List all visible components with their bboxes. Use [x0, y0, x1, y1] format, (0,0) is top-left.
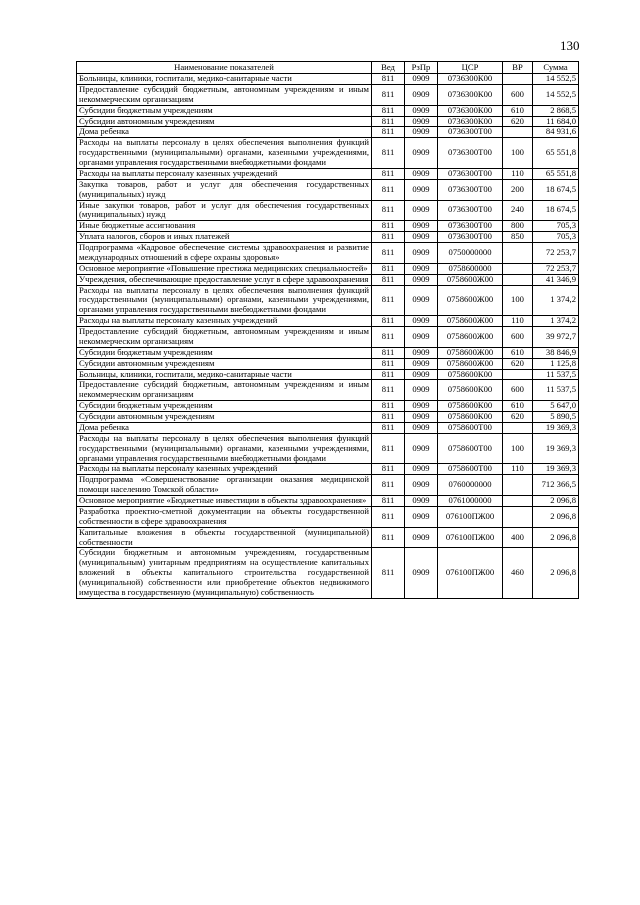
row-rzpr-cell: 0909 — [405, 84, 438, 105]
row-name-cell: Расходы на выплаты персоналу в целях обеспечения выполнения функций государственными (муниципальными) органами, казенными учреждениями, органами управления государственными внебюджетными фондами — [77, 433, 372, 464]
row-vr-cell — [503, 243, 533, 264]
row-csr-cell: 0758600К00 — [438, 380, 503, 401]
row-csr-cell: 0736300Т00 — [438, 138, 503, 169]
row-ved-cell: 811 — [372, 475, 405, 496]
row-name-cell: Разработка проектно-сметной документации на объекты государственной собственности в сфере здравоохранения — [77, 506, 372, 527]
row-sum-cell: 19 369,3 — [533, 464, 579, 475]
row-csr-cell: 0758600Ж00 — [438, 347, 503, 358]
row-name-cell: Подпрограмма «Совершенствование организации оказания медицинской помощи населению Томской области» — [77, 475, 372, 496]
row-vr-cell: 100 — [503, 285, 533, 316]
row-vr-cell — [503, 274, 533, 285]
row-vr-cell — [503, 475, 533, 496]
row-csr-cell: 0736300К00 — [438, 105, 503, 116]
row-rzpr-cell: 0909 — [405, 105, 438, 116]
table-body — [77, 74, 579, 599]
table-row — [77, 527, 579, 548]
row-sum-cell: 84 931,6 — [533, 127, 579, 138]
row-name-cell: Расходы на выплаты персоналу казенных учреждений — [77, 464, 372, 475]
row-name-cell: Субсидии автономным учреждениям — [77, 358, 372, 369]
row-ved-cell: 811 — [372, 84, 405, 105]
row-rzpr-cell: 0909 — [405, 369, 438, 380]
row-name-cell: Предоставление субсидий бюджетным, автономным учреждениям и иным некоммерческим организациям — [77, 327, 372, 348]
row-csr-cell: 0758600000 — [438, 263, 503, 274]
row-ved-cell: 811 — [372, 422, 405, 433]
row-sum-cell: 72 253,7 — [533, 243, 579, 264]
row-name-cell: Субсидии бюджетным учреждениям — [77, 105, 372, 116]
row-name-cell: Субсидии бюджетным и автономным учреждениям, государственным (муниципальным) унитарным предприятиям на осуществление капитальных вложений в объекты капитального строительства государственной (муниципальной) собственности или приобретение объектов недвижимого имущества в государственную (муниципальную) собственность — [77, 548, 372, 598]
row-csr-cell: 0758600Ж00 — [438, 327, 503, 348]
table-row — [77, 84, 579, 105]
table-row — [77, 412, 579, 423]
table-row — [77, 358, 579, 369]
row-sum-cell: 65 551,8 — [533, 138, 579, 169]
row-ved-cell: 811 — [372, 412, 405, 423]
row-rzpr-cell: 0909 — [405, 127, 438, 138]
row-vr-cell: 400 — [503, 527, 533, 548]
row-rzpr-cell: 0909 — [405, 116, 438, 127]
row-vr-cell: 620 — [503, 116, 533, 127]
row-sum-cell: 11 684,0 — [533, 116, 579, 127]
header-rzpr: РзПр — [405, 62, 438, 74]
row-sum-cell: 1 374,2 — [533, 316, 579, 327]
row-sum-cell: 19 369,3 — [533, 422, 579, 433]
row-rzpr-cell: 0909 — [405, 243, 438, 264]
row-name-cell: Предоставление субсидий бюджетным, автономным учреждениям и иным некоммерческим организациям — [77, 380, 372, 401]
table-row — [77, 506, 579, 527]
row-rzpr-cell: 0909 — [405, 138, 438, 169]
row-sum-cell: 18 674,5 — [533, 179, 579, 200]
row-csr-cell: 0761000000 — [438, 496, 503, 507]
row-vr-cell: 600 — [503, 380, 533, 401]
table-row — [77, 116, 579, 127]
row-vr-cell: 240 — [503, 200, 533, 221]
row-vr-cell: 110 — [503, 316, 533, 327]
row-sum-cell: 705,3 — [533, 221, 579, 232]
header-ved: Вед — [372, 62, 405, 74]
table-row — [77, 221, 579, 232]
row-vr-cell: 200 — [503, 179, 533, 200]
row-name-cell: Подпрограмма «Кадровое обеспечение системы здравоохранения и развитие международных отношений в сфере охраны здоровья» — [77, 243, 372, 264]
row-name-cell: Предоставление субсидий бюджетным, автономным учреждениям и иным некоммерческим организациям — [77, 84, 372, 105]
row-ved-cell: 811 — [372, 105, 405, 116]
row-csr-cell: 0736300Т00 — [438, 127, 503, 138]
row-sum-cell: 65 551,8 — [533, 168, 579, 179]
row-name-cell: Больницы, клиники, госпитали, медико-санитарные части — [77, 369, 372, 380]
row-name-cell: Расходы на выплаты персоналу казенных учреждений — [77, 168, 372, 179]
row-csr-cell: 0736300Т00 — [438, 221, 503, 232]
row-vr-cell — [503, 127, 533, 138]
row-vr-cell: 460 — [503, 548, 533, 598]
row-name-cell: Основное мероприятие «Бюджетные инвестиции в объекты здравоохранения» — [77, 496, 372, 507]
row-sum-cell: 14 552,5 — [533, 84, 579, 105]
row-rzpr-cell: 0909 — [405, 200, 438, 221]
row-vr-cell: 610 — [503, 105, 533, 116]
row-csr-cell: 0758600Ж00 — [438, 274, 503, 285]
row-rzpr-cell: 0909 — [405, 506, 438, 527]
table-row — [77, 401, 579, 412]
table-row — [77, 327, 579, 348]
row-rzpr-cell: 0909 — [405, 274, 438, 285]
table-row — [77, 263, 579, 274]
row-rzpr-cell: 0909 — [405, 232, 438, 243]
row-vr-cell: 600 — [503, 327, 533, 348]
row-vr-cell: 610 — [503, 347, 533, 358]
row-ved-cell: 811 — [372, 74, 405, 85]
row-name-cell: Субсидии автономным учреждениям — [77, 412, 372, 423]
row-name-cell: Иные бюджетные ассигнования — [77, 221, 372, 232]
row-ved-cell: 811 — [372, 527, 405, 548]
row-sum-cell: 38 846,9 — [533, 347, 579, 358]
row-rzpr-cell: 0909 — [405, 475, 438, 496]
row-rzpr-cell: 0909 — [405, 496, 438, 507]
row-ved-cell: 811 — [372, 168, 405, 179]
table-row — [77, 548, 579, 598]
row-sum-cell: 1 374,2 — [533, 285, 579, 316]
row-ved-cell: 811 — [372, 380, 405, 401]
row-rzpr-cell: 0909 — [405, 422, 438, 433]
header-vr: ВР — [503, 62, 533, 74]
row-rzpr-cell: 0909 — [405, 74, 438, 85]
row-ved-cell: 811 — [372, 179, 405, 200]
row-rzpr-cell: 0909 — [405, 168, 438, 179]
row-rzpr-cell: 0909 — [405, 221, 438, 232]
row-vr-cell: 600 — [503, 84, 533, 105]
table-row — [77, 316, 579, 327]
table-row — [77, 127, 579, 138]
table-row — [77, 274, 579, 285]
table-row — [77, 369, 579, 380]
row-name-cell: Субсидии бюджетным учреждениям — [77, 401, 372, 412]
row-name-cell: Расходы на выплаты персоналу казенных учреждений — [77, 316, 372, 327]
row-sum-cell: 11 537,5 — [533, 380, 579, 401]
row-name-cell: Иные закупки товаров, работ и услуг для обеспечения государственных (муниципальных) нужд — [77, 200, 372, 221]
row-name-cell: Капитальные вложения в объекты государственной (муниципальной) собственности — [77, 527, 372, 548]
row-csr-cell: 0758600К00 — [438, 412, 503, 423]
row-ved-cell: 811 — [372, 433, 405, 464]
header-csr: ЦСР — [438, 62, 503, 74]
row-csr-cell: 0736300К00 — [438, 84, 503, 105]
row-ved-cell: 811 — [372, 548, 405, 598]
row-csr-cell: 0736300К00 — [438, 116, 503, 127]
row-ved-cell: 811 — [372, 200, 405, 221]
table-row — [77, 232, 579, 243]
row-rzpr-cell: 0909 — [405, 358, 438, 369]
row-sum-cell: 2 096,8 — [533, 506, 579, 527]
row-csr-cell: 0736300К00 — [438, 74, 503, 85]
row-csr-cell: 076100ПЖ00 — [438, 506, 503, 527]
row-ved-cell: 811 — [372, 464, 405, 475]
row-name-cell: Субсидии автономным учреждениям — [77, 116, 372, 127]
row-rzpr-cell: 0909 — [405, 548, 438, 598]
row-csr-cell: 0736300Т00 — [438, 179, 503, 200]
row-ved-cell: 811 — [372, 232, 405, 243]
row-sum-cell: 712 366,5 — [533, 475, 579, 496]
row-ved-cell: 811 — [372, 221, 405, 232]
header-name: Наименование показателей — [77, 62, 372, 74]
row-ved-cell: 811 — [372, 369, 405, 380]
row-sum-cell: 19 369,3 — [533, 433, 579, 464]
row-vr-cell — [503, 496, 533, 507]
row-sum-cell: 14 552,5 — [533, 74, 579, 85]
row-name-cell: Расходы на выплаты персоналу в целях обеспечения выполнения функций государственными (муниципальными) органами, казенными учреждениями, органами управления государственными внебюджетными фондами — [77, 285, 372, 316]
row-rzpr-cell: 0909 — [405, 285, 438, 316]
table-row — [77, 464, 579, 475]
row-rzpr-cell: 0909 — [405, 401, 438, 412]
row-rzpr-cell: 0909 — [405, 316, 438, 327]
table-row — [77, 433, 579, 464]
row-sum-cell: 2 096,8 — [533, 548, 579, 598]
row-csr-cell: 0758600Т00 — [438, 422, 503, 433]
row-sum-cell: 5 890,5 — [533, 412, 579, 423]
table-row — [77, 74, 579, 85]
row-rzpr-cell: 0909 — [405, 464, 438, 475]
table-row — [77, 105, 579, 116]
row-csr-cell: 076100ПЖ00 — [438, 527, 503, 548]
page-number: 130 — [560, 38, 580, 53]
row-csr-cell: 0736300Т00 — [438, 200, 503, 221]
table-header-row — [77, 62, 579, 74]
row-csr-cell: 0736300Т00 — [438, 232, 503, 243]
row-vr-cell: 800 — [503, 221, 533, 232]
table-row — [77, 347, 579, 358]
row-name-cell: Основное мероприятие «Повышение престижа медицинских специальностей» — [77, 263, 372, 274]
budget-table — [76, 61, 579, 599]
row-rzpr-cell: 0909 — [405, 327, 438, 348]
row-ved-cell: 811 — [372, 316, 405, 327]
row-sum-cell: 39 972,7 — [533, 327, 579, 348]
row-rzpr-cell: 0909 — [405, 433, 438, 464]
row-sum-cell: 72 253,7 — [533, 263, 579, 274]
row-rzpr-cell: 0909 — [405, 412, 438, 423]
row-csr-cell: 0758600Т00 — [438, 433, 503, 464]
row-sum-cell: 705,3 — [533, 232, 579, 243]
row-sum-cell: 11 537,5 — [533, 369, 579, 380]
row-sum-cell: 1 125,8 — [533, 358, 579, 369]
table-row — [77, 496, 579, 507]
row-ved-cell: 811 — [372, 401, 405, 412]
row-vr-cell — [503, 263, 533, 274]
row-ved-cell: 811 — [372, 263, 405, 274]
table-row — [77, 200, 579, 221]
row-csr-cell: 0736300Т00 — [438, 168, 503, 179]
row-csr-cell: 0758600Т00 — [438, 464, 503, 475]
row-vr-cell: 850 — [503, 232, 533, 243]
row-sum-cell: 41 346,9 — [533, 274, 579, 285]
row-ved-cell: 811 — [372, 347, 405, 358]
row-vr-cell: 100 — [503, 138, 533, 169]
row-ved-cell: 811 — [372, 506, 405, 527]
row-ved-cell: 811 — [372, 127, 405, 138]
row-vr-cell: 110 — [503, 464, 533, 475]
row-ved-cell: 811 — [372, 274, 405, 285]
row-csr-cell: 0758600К00 — [438, 369, 503, 380]
table-row — [77, 168, 579, 179]
row-vr-cell: 110 — [503, 168, 533, 179]
header-sum: Сумма — [533, 62, 579, 74]
row-name-cell: Субсидии бюджетным учреждениям — [77, 347, 372, 358]
table-row — [77, 179, 579, 200]
table-row — [77, 138, 579, 169]
table-row — [77, 475, 579, 496]
row-csr-cell: 0758600Ж00 — [438, 285, 503, 316]
row-csr-cell: 0758600Ж00 — [438, 316, 503, 327]
row-rzpr-cell: 0909 — [405, 347, 438, 358]
row-name-cell: Дома ребенка — [77, 127, 372, 138]
row-name-cell: Учреждения, обеспечивающие предоставление услуг в сфере здравоохранения — [77, 274, 372, 285]
row-rzpr-cell: 0909 — [405, 527, 438, 548]
row-vr-cell: 610 — [503, 401, 533, 412]
row-name-cell: Уплата налогов, сборов и иных платежей — [77, 232, 372, 243]
row-csr-cell: 0758600К00 — [438, 401, 503, 412]
row-vr-cell: 620 — [503, 412, 533, 423]
row-ved-cell: 811 — [372, 116, 405, 127]
table-row — [77, 285, 579, 316]
row-name-cell: Больницы, клиники, госпитали, медико-санитарные части — [77, 74, 372, 85]
row-vr-cell — [503, 422, 533, 433]
row-vr-cell: 620 — [503, 358, 533, 369]
row-sum-cell: 18 674,5 — [533, 200, 579, 221]
row-ved-cell: 811 — [372, 358, 405, 369]
row-csr-cell: 076100ПЖ00 — [438, 548, 503, 598]
table-row — [77, 380, 579, 401]
row-rzpr-cell: 0909 — [405, 179, 438, 200]
row-name-cell: Расходы на выплаты персоналу в целях обеспечения выполнения функций государственными (муниципальными) органами, казенными учреждениями, органами управления государственными внебюджетными фондами — [77, 138, 372, 169]
row-sum-cell: 5 647,0 — [533, 401, 579, 412]
row-csr-cell: 0760000000 — [438, 475, 503, 496]
row-name-cell: Закупка товаров, работ и услуг для обеспечения государственных (муниципальных) нужд — [77, 179, 372, 200]
row-sum-cell: 2 868,5 — [533, 105, 579, 116]
row-rzpr-cell: 0909 — [405, 263, 438, 274]
row-ved-cell: 811 — [372, 243, 405, 264]
row-ved-cell: 811 — [372, 327, 405, 348]
row-name-cell: Дома ребенка — [77, 422, 372, 433]
row-vr-cell — [503, 74, 533, 85]
row-ved-cell: 811 — [372, 138, 405, 169]
row-sum-cell: 2 096,8 — [533, 496, 579, 507]
row-vr-cell — [503, 506, 533, 527]
row-sum-cell: 2 096,8 — [533, 527, 579, 548]
row-vr-cell: 100 — [503, 433, 533, 464]
row-csr-cell: 0758600Ж00 — [438, 358, 503, 369]
row-rzpr-cell: 0909 — [405, 380, 438, 401]
row-ved-cell: 811 — [372, 496, 405, 507]
row-csr-cell: 0750000000 — [438, 243, 503, 264]
table-row — [77, 243, 579, 264]
table-row — [77, 422, 579, 433]
row-vr-cell — [503, 369, 533, 380]
row-ved-cell: 811 — [372, 285, 405, 316]
